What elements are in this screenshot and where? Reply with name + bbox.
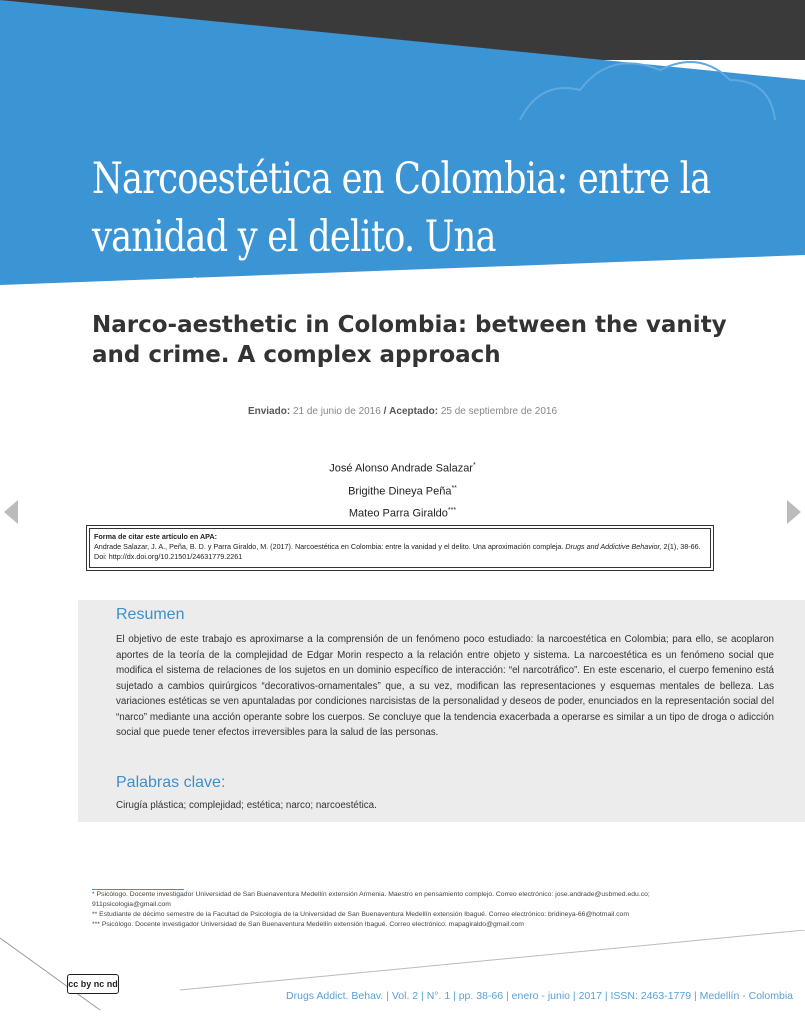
keywords-heading: Palabras clave: bbox=[116, 774, 226, 791]
sent-date: 21 de junio de 2016 bbox=[292, 406, 381, 417]
cc-license-badge[interactable]: cc by nc nd bbox=[67, 974, 119, 994]
citation-heading: Forma de citar este artículo en APA: bbox=[94, 532, 218, 541]
journal-footer: Drugs Addict. Behav. | Vol. 2 | N°. 1 | pp. 38-66 | enero - junio | 2017 | ISSN: 2463-1779 | Medellín - Colombia bbox=[286, 990, 793, 1002]
accepted-date: 25 de septiembre de 2016 bbox=[440, 406, 558, 417]
title-english: Narco-aesthetic in Colombia: between the vanity and crime. A complex approach bbox=[92, 312, 727, 368]
prev-page-arrow-icon[interactable] bbox=[4, 500, 18, 524]
citation-box bbox=[86, 525, 714, 571]
author: Mateo Parra Giraldo*** bbox=[348, 507, 457, 520]
footnote: * Psicólogo. Docente investigador Universidad de San Buenaventura Medellín extensión Armenia. Maestro en pensamiento complejo. Correo electrónico: jose.andrade@usbmed.edu.co; 911psicologia@gmail.com bbox=[92, 891, 650, 908]
dates-separator: / bbox=[383, 406, 387, 417]
footnotes bbox=[92, 890, 692, 930]
author: Brigithe Dineya Peña** bbox=[348, 484, 457, 498]
abstract-panel bbox=[78, 600, 805, 822]
next-page-arrow-icon[interactable] bbox=[787, 500, 801, 524]
author-list bbox=[0, 456, 805, 524]
footnote: ** Estudiante de décimo semestre de la Facultad de Psicología de la Universidad de San Buenaventura Medellín extensión Ibagué. Correo electrónico: bridineya-66@hotmail.com bbox=[92, 911, 629, 918]
citation-text: Andrade Salazar, J. A., Peña, B. D. y Parra Giraldo, M. (2017). Narcoestética en Colombia: entre la vanidad y el delito. Una aproximación compleja. Drugs and Addictive Behavior, 2(1), 38-66. bbox=[94, 542, 701, 551]
accepted-label: Aceptado: bbox=[389, 406, 439, 417]
sent-label: Enviado: bbox=[247, 406, 291, 417]
footnote: *** Psicólogo. Docente investigador Universidad de San Buenaventura Medellín extensión Ibagué. Correo electrónico: mapagiraldo@gmail.com bbox=[92, 921, 524, 928]
submission-dates bbox=[0, 406, 805, 417]
abstract-text: El objetivo de este trabajo es aproximarse a la comprensión de un fenómeno poco estudiado: la narcoestética en Colombia; para ello, se acoplaron aportes de la teoría de la complejidad de Edgar Morin respecto a la relación entre objeto y sistema. La narcoestética es un fenómeno social que modifica el sistema de relaciones de los sujetos en un dominio específico de interacción: “el narcotráfico”. En este escenario, el cuerpo femenino está sujetado a cambios quirúrgicos “decorativos-ornamentales” que, a su vez, modifican las representaciones y esquemas mentales de belleza. Las variaciones estéticas se ven apuntaladas por condiciones narcisistas de la personalidad y deseos de poder, enunciados en la representación social del “narco” mediante una acción operante sobre los cuerpos. Se concluye que la tendencia exacerbada a operarse es similar a un tipo de droga o adicción social que puede tener efectos irreversibles para la salud de las personas. bbox=[116, 634, 774, 738]
title-spanish: Narcoestética en Colombia: entre la vanidad y el delito. Una aproximación compleja bbox=[92, 154, 711, 320]
keywords-text: Cirugía plástica; complejidad; estética; narco; narcoestética. bbox=[116, 800, 377, 811]
abstract-heading: Resumen bbox=[116, 606, 185, 623]
bottom-decoration bbox=[0, 930, 805, 1024]
citation-doi[interactable]: Doi: http://dx.doi.org/10.21501/24631779.2261 bbox=[94, 552, 243, 561]
author: José Alonso Andrade Salazar* bbox=[329, 462, 476, 475]
